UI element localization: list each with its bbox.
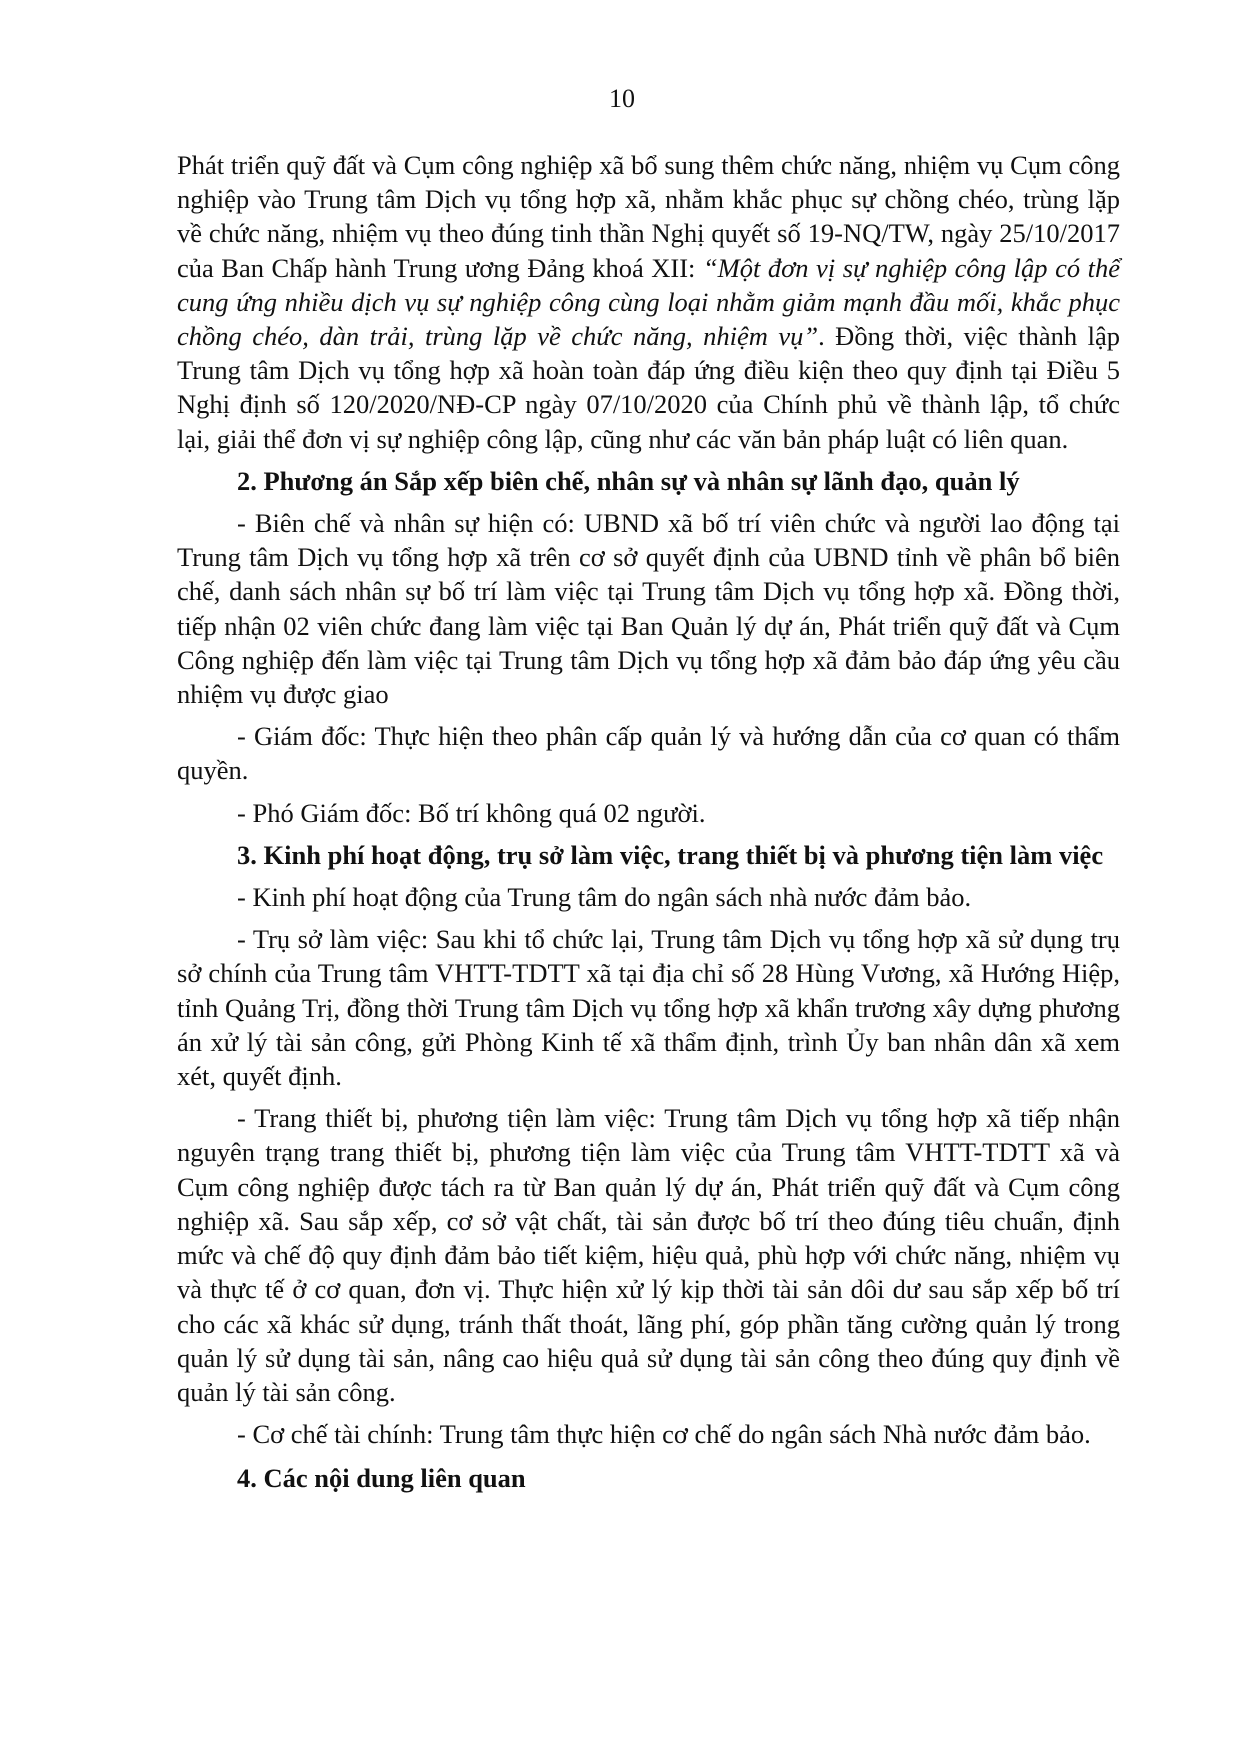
staffing-paragraph: - Biên chế và nhân sự hiện có: UBND xã bố trí viên chức và người lao động tại Trung tâm Dịch vụ tổng hợp xã trên cơ sở quyết định của UBND tỉnh về phân bổ biên chế, danh sách nhân sự bố trí làm việc tại Trung tâm Dịch vụ tổng hợp xã. Đồng thời, tiếp nhận 02 viên chức đang làm việc tại Ban Quản lý dự án, Phát triển quỹ đất và Cụm Công nghiệp đến làm việc tại Trung tâm Dịch vụ tổng hợp xã đảm bảo đáp ứng yêu cầu nhiệm vụ được giao bbox=[177, 508, 1120, 710]
headquarters-paragraph: - Trụ sở làm việc: Sau khi tổ chức lại, Trung tâm Dịch vụ tổng hợp xã sử dụng trụ sở chính của Trung tâm VHTT-TDTT xã tại địa chỉ số 28 Hùng Vương, xã Hướng Hiệp, tỉnh Quảng Trị, đồng thời Trung tâm Dịch vụ tổng hợp xã khẩn trương xây dựng phương án xử lý tài sản công, gửi Phòng Kinh tế xã thẩm định, trình Ủy ban nhân dân xã xem xét, quyết định. bbox=[177, 924, 1120, 1092]
deputy-director-paragraph: - Phó Giám đốc: Bố trí không quá 02 người. bbox=[237, 797, 706, 828]
page-number: 10 bbox=[609, 84, 635, 113]
intro-text-part2: . Đồng thời, việc thành lập Trung tâm Dịch vụ tổng hợp xã hoàn toàn đáp ứng điều kiện theo quy định tại Điều 5 Nghị định số 120/2020/NĐ-CP ngày 07/10/2020 của Chính phủ về thành lập, tổ chức lại, giải thể đơn vị sự nghiệp công lập, cũng như các văn bản pháp luật có liên quan. bbox=[177, 321, 1121, 454]
section-4-heading: 4. Các nội dung liên quan bbox=[237, 1463, 526, 1494]
intro-paragraph bbox=[177, 148, 1120, 456]
section-2-heading: 2. Phương án Sắp xếp biên chế, nhân sự và nhân sự lãnh đạo, quản lý bbox=[237, 465, 1020, 496]
document-body bbox=[177, 148, 1120, 1504]
intro-text-part1: Phát triển quỹ đất và Cụm công nghiệp xã bổ sung thêm chức năng, nhiệm vụ Cụm công nghiệp vào Trung tâm Dịch vụ tổng hợp xã, nhằm khắc phục sự chồng chéo, trùng lặp về chức năng, nhiệm vụ theo đúng tinh thần Nghị quyết số 19-NQ/TW, ngày 25/10/2017 của Ban Chấp hành Trung ương Đảng khoá XII: bbox=[177, 150, 1120, 283]
section-3-heading: 3. Kinh phí hoạt động, trụ sở làm việc, trang thiết bị và phương tiện làm việc bbox=[237, 839, 1104, 870]
equipment-paragraph: - Trang thiết bị, phương tiện làm việc: Trung tâm Dịch vụ tổng hợp xã tiếp nhận nguyên trạng trang thiết bị, phương tiện làm việc của Trung tâm VHTT-TDTT xã và Cụm công nghiệp được tách ra từ Ban quản lý dự án, Phát triển quỹ đất và Cụm công nghiệp xã. Sau sắp xếp, cơ sở vật chất, tài sản được bố trí theo đúng tiêu chuẩn, định mức và chế độ quy định đảm bảo tiết kiệm, hiệu quả, phù hợp với chức năng, nhiệm vụ và thực tế ở cơ quan, đơn vị. Thực hiện xử lý kịp thời tài sản dôi dư sau sắp xếp bố trí cho các xã khác sử dụng, tránh thất thoát, lãng phí, góp phần tăng cường quản lý trong quản lý sử dụng tài sản, nâng cao hiệu quả sử dụng tài sản công theo đúng quy định về quản lý tài sản công. bbox=[177, 1103, 1120, 1407]
director-paragraph: - Giám đốc: Thực hiện theo phân cấp quản lý và hướng dẫn của cơ quan có thẩm quyền. bbox=[177, 721, 1120, 786]
funding-paragraph: - Kinh phí hoạt động của Trung tâm do ngân sách nhà nước đảm bảo. bbox=[237, 882, 972, 913]
resolution-quote: “Một đơn vị sự nghiệp công lập có thể cung ứng nhiều dịch vụ sự nghiệp công cùng loại nhằm giảm mạnh đầu mối, khắc phục chồng chéo, dàn trải, trùng lặp về chức năng, nhiệm vụ” bbox=[177, 252, 1120, 352]
financial-mechanism-paragraph: - Cơ chế tài chính: Trung tâm thực hiện cơ chế do ngân sách Nhà nước đảm bảo. bbox=[237, 1419, 1091, 1450]
